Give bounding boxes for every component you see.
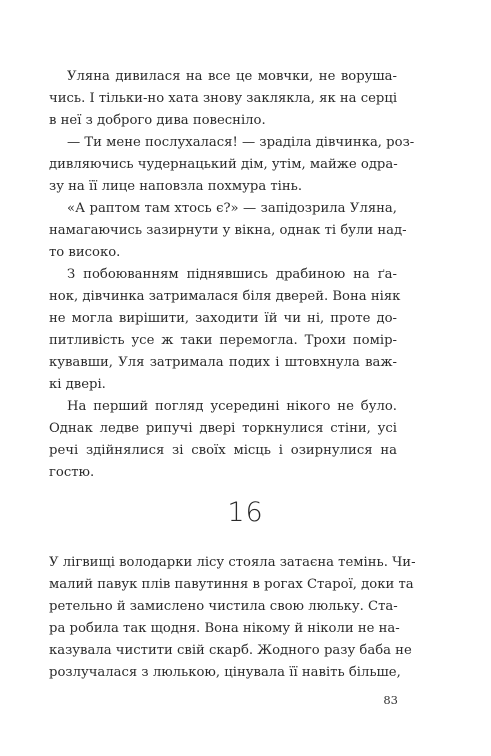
chapter-number: 16: [227, 497, 264, 528]
text-section-two: [49, 552, 416, 684]
text-line: На перший погляд усередині нікого не було.: [67, 399, 397, 414]
text-line: ретельно й замислено чистила свою люльку. Ста-: [49, 599, 398, 614]
text-line: «А раптом там хтось є?» — запідозрила Уляна,: [67, 201, 397, 216]
text-line: в неї з доброго дива повесніло.: [49, 113, 266, 128]
text-line: кі двері.: [49, 377, 106, 392]
text-line: намагаючись зазирнути у вікна, однак ті були над-: [49, 223, 407, 238]
text-line: зу на її лице наповзла похмура тінь.: [49, 179, 303, 194]
text-line: Уляна дивилася на все це мовчки, не воруша-: [67, 69, 397, 84]
text-line: З побоюванням піднявшись драбиною на ґа-: [67, 267, 397, 282]
text-line: — Ти мене послухалася! — зраділа дівчинка, роз-: [67, 135, 415, 150]
text-line: то високо.: [49, 245, 121, 260]
text-line: ра робила так щодня. Вона нікому й ніколи не на-: [49, 621, 400, 636]
text-line: казувала чистити свій скарб. Жодного разу баба не: [49, 643, 412, 658]
text-line: нок, дівчинка затрималася біля дверей. Вона ніяк: [49, 289, 401, 304]
text-line: гостю.: [49, 465, 95, 480]
text-line: малий павук плів павутиння в рогах Старої, доки та: [49, 577, 414, 592]
text-line: не могла вирішити, заходити їй чи ні, проте до-: [49, 311, 397, 326]
page-number: 83: [383, 693, 398, 707]
text-section-one: [49, 66, 415, 484]
text-line: У лігвищі володарки лісу стояла затаєна темінь. Чи-: [49, 555, 416, 570]
text-line: кувавши, Уля затримала подих і штовхнула важ-: [49, 355, 397, 370]
text-line: дивляючись чудернацький дім, утім, майже одра-: [49, 157, 398, 172]
text-line: розлучалася з люлькою, цінувала її навіть більше,: [49, 665, 401, 680]
text-line: чись. І тільки-но хата знову заклякла, як на серці: [49, 91, 398, 106]
text-line: Однак ледве рипучі двері торкнулися стіни, усі: [49, 421, 397, 436]
text-line: питливість усе ж таки перемогла. Трохи помір-: [49, 333, 397, 348]
text-line: речі здійнялися зі своїх місць і озирнулися на: [49, 443, 397, 458]
